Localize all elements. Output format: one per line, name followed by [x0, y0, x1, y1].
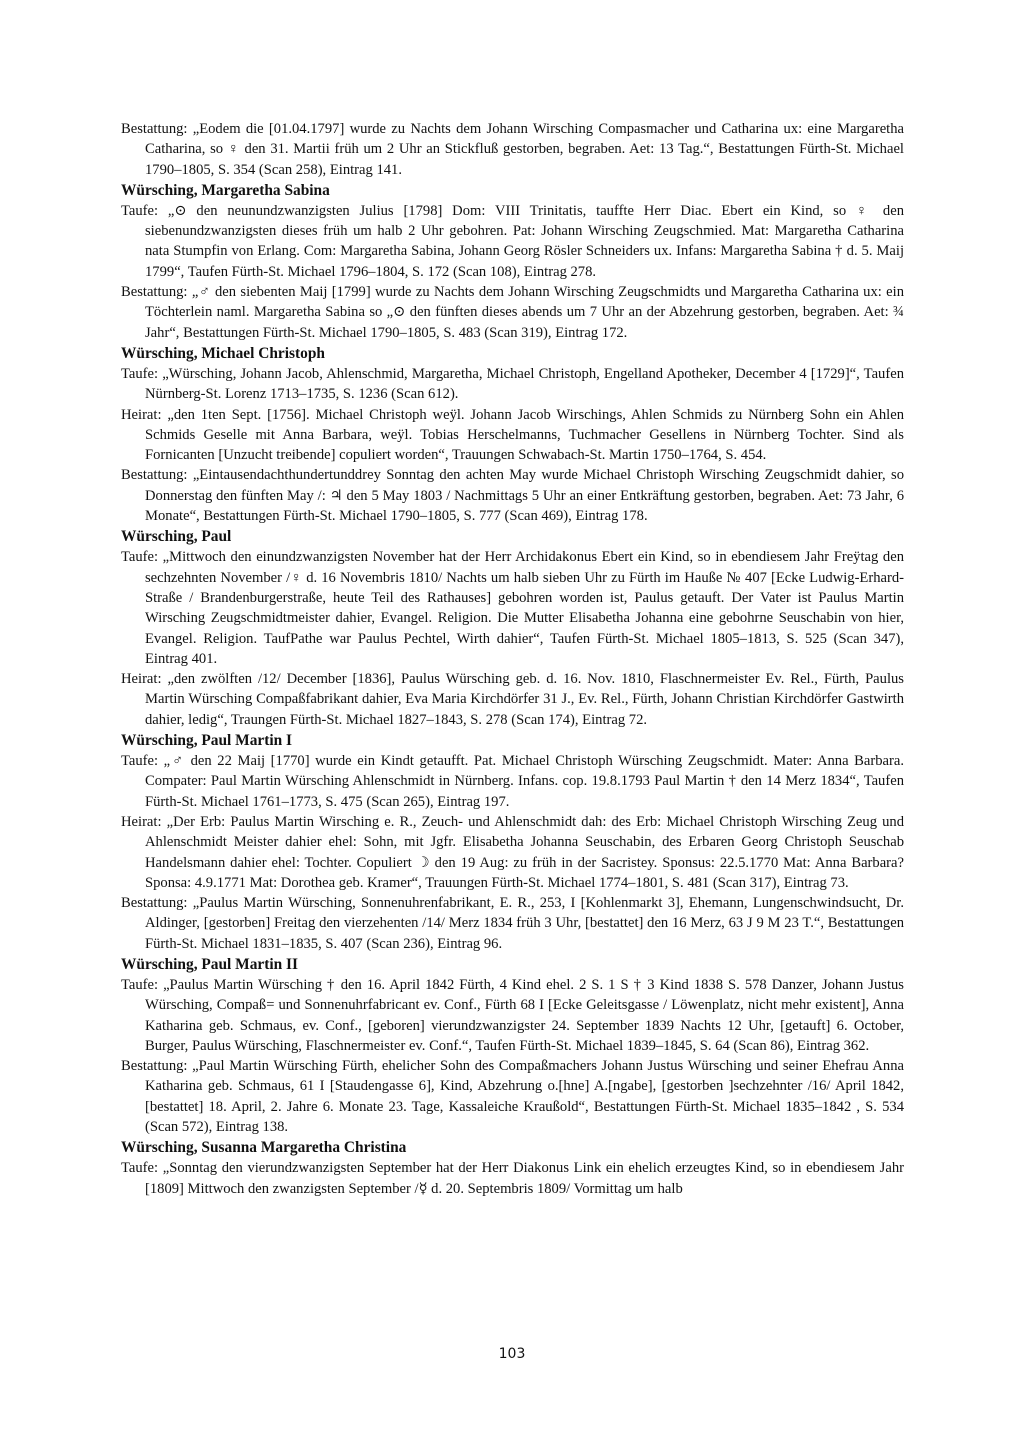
record-entry: Bestattung: „♂ den siebenten Maij [1799] wurde zu Nachts dem Johann Wirsching Zeugschmidts und Margaretha Catharina ux: ein Töchterlein naml. Margaretha Sabina so „⊙ den fünften dieses abends um 7 Uhr an der Abzehrung gestorben, begraben. Aet: ¾ Jahr“, Bestattungen Fürth-St. Michael 1790–1805, S. 483 (Scan 319), Eintrag 172. [121, 284, 904, 341]
person-heading: Würsching, Susanna Margaretha Christina [121, 1139, 407, 1157]
record-entry: Heirat: „Der Erb: Paulus Martin Wirsching e. R., Zeuch- und Ahlenschmidt dah: des Erb: Michael Christoph Wirsching Zeug und Ahlenschmidt Meister dahier ehel: Sohn, mit Jgfr. Elisabetha Johanna Seuschabin, des Erbaren Georg Christoph Seuschab Handelsmann dahier ehel: Tochter. Copuliert ☽ den 19 Aug: zu früh in der Sacristey. Sponsus: 22.5.1770 Mat: Anna Barbara? Sponsa: 4.9.1771 Mat: Dorothea geb. Kramer“, Trauungen Fürth-St. Michael 1774–1801, S. 481 (Scan 317), Eintrag 73. [121, 813, 904, 891]
record-entry: Taufe: „Würsching, Johann Jacob, Ahlenschmid, Margaretha, Michael Christoph, Engelland Apotheker, December 4 [1729]“, Taufen Nürnberg-St. Lorenz 1713–1735, S. 1236 (Scan 612). [121, 365, 904, 403]
record-entry: Bestattung: „Paulus Martin Würsching, Sonnenuhrenfabrikant, E. R., 253, I [Kohlenmarkt 3], Ehemann, Lungenschwindsucht, Dr. Aldinger, [gestorben] Freitag den vierzehenten /14/ Merz 1834 früh 3 Uhr, [bestattet] den 16 Merz, 63 J 9 M 23 T.“, Bestattungen Fürth-St. Michael 1831–1835, S. 407 (Scan 236), Eintrag 96. [121, 895, 904, 952]
document-body [121, 119, 904, 1199]
record-entry: Taufe: „♂ den 22 Maij [1770] wurde ein Kindt getaufft. Pat. Michael Christoph Würsching Zeugschmidt. Mater: Anna Barbara. Compater: Paul Martin Würsching Ahlenschmidt in Nürnberg. Infans. cop. 19.8.1793 Paul Martin † den 14 Merz 1834“, Taufen Fürth-St. Michael 1761–1773, S. 475 (Scan 265), Eintrag 197. [121, 753, 904, 810]
person-heading: Würsching, Michael Christoph [121, 344, 325, 362]
record-entry: Taufe: „Paulus Martin Würsching † den 16. April 1842 Fürth, 4 Kind ehel. 2 S. 1 S † 3 Kind 1838 S. 578 Danzer, Johann Justus Würsching, Compaß= und Sonnenuhrfabricant ev. Conf., Fürth 68 I [Ecke Geleitsgasse / Löwenplatz, nicht mehr existent], Anna Katharina geb. Schmaus, ev. Conf., [geboren] vierundzwanzigster 24. September 1839 Nachts 12 Uhr, [getauft] 6. October, Burger, Paulus Würsching, Flaschnermeister ev. Conf.“, Taufen Fürth-St. Michael 1839–1845, S. 64 (Scan 86), Eintrag 362. [121, 976, 904, 1054]
record-entry: Heirat: „den 1ten Sept. [1756]. Michael Christoph weÿl. Johann Jacob Wirschings, Ahlen Schmids zu Nürnberg Sohn ein Ahlen Schmids Geselle mit Anna Barbara, weÿl. Tobias Herschelmanns, Tuchmacher Gesellens in Nürnberg Tochter. Sind als Fornicanten [Unzucht treibende] copuliert worden“, Trauungen Schwabach-St. Martin 1750–1764, S. 454. [121, 406, 904, 464]
page-number: 103 [498, 1346, 526, 1362]
record-entry: Taufe: „Sonntag den vierundzwanzigsten September hat der Herr Diakonus Link ein ehelich erzeugtes Kind, so in ebendiesem Jahr [1809] Mittwoch den zwanzigsten September /☿ d. 20. Septembris 1809/ Vormittag um halb [121, 1160, 904, 1197]
person-heading: Würsching, Paul [121, 528, 232, 546]
record-entry: Taufe: „⊙ den neunundzwanzigsten Julius [1798] Dom: VIII Trinitatis, tauffte Herr Diac. Ebert ein Kind, so ♀ den siebenundzwanzigsten dieses früh um halb 2 Uhr gebohren. Pat: Johann Wirsching Zeugschmied. Mat: Margaretha Catharina nata Stumpfin von Erlang. Com: Margaretha Sabina, Johann Georg Rösler Schneiders ux. Infans: Margaretha Sabina † d. 5. Maij 1799“, Taufen Fürth-St. Michael 1796–1804, S. 172 (Scan 108), Eintrag 278. [121, 202, 904, 280]
record-entry: Bestattung: „Eodem die [01.04.1797] wurde zu Nachts dem Johann Wirsching Compasmacher und Catharina ux: eine Margaretha Catharina, so ♀ den 31. Martii früh um 2 Uhr an Stickfluß gestorben, begraben. Aet: 13 Tag.“, Bestattungen Fürth-St. Michael 1790–1805, S. 354 (Scan 258), Eintrag 141. [121, 121, 904, 178]
record-entry: Heirat: „den zwölften /12/ December [1836], Paulus Würsching geb. d. 16. Nov. 1810, Flaschnermeister Ev. Rel., Fürth, Paulus Martin Würsching Compaßfabrikant dahier, Eva Maria Kirchdörfer 31 J., Ev. Rel., Fürth, Johann Christian Kirchdörfer Gastwirth dahier, ledig“, Traungen Fürth-St. Michael 1827–1843, S. 278 (Scan 174), Eintrag 72. [121, 671, 904, 728]
person-heading: Würsching, Margaretha Sabina [121, 181, 330, 199]
person-heading: Würsching, Paul Martin I [121, 732, 293, 750]
record-entry: Bestattung: „Eintausendachthundertunddrey Sonntag den achten May wurde Michael Christoph Wirsching Zeugschmidt dahier, so Donnerstag den fünften May /: ♃ den 5 May 1803 / Nachmittags 5 Uhr an einer Entkräftung gestorben, begraben. Aet: 73 Jahr, 6 Monate“, Bestattungen Fürth-St. Michael 1790–1805, S. 777 (Scan 469), Eintrag 178. [121, 467, 904, 525]
record-entry: Bestattung: „Paul Martin Würsching Fürth, ehelicher Sohn des Compaßmachers Johann Justus Würsching und seiner Ehefrau Anna Katharina geb. Schmaus, 61 I [Staudengasse 6], Kind, Abzehrung o.[hne] A.[ngabe], [gestorben ]sechzehnter /16/ April 1842, [bestattet] 18. April, 2. Jahre 6. Monate 23. Tage, Kassaleiche Kraußold“, Bestattungen Fürth-St. Michael 1835–1842 , S. 534 (Scan 572), Eintrag 138. [121, 1058, 904, 1136]
record-entry: Taufe: „Mittwoch den einundzwanzigsten November hat der Herr Archidakonus Ebert ein Kind, so in ebendiesem Jahr Freÿtag den sechzehnten November /♀ d. 16 Novembris 1810/ Nachts um halb sieben Uhr zu Fürth im Hauße № 407 [Ecke Ludwig-Erhard-Straße / Brandenburgerstraße, heute Teil des Rathauses] gebohren worden ist, Paulus getauft. Der Vater ist Paulus Martin Wirsching Zeugschmidtmeister dahier, Evangel. Religion. Die Mutter Elisabetha Johanna eine gebohrne Seuschabin von hier, Evangel. Religion. TaufPathe war Paulus Pechtel, Wirth dahier“, Taufen Fürth-St. Michael 1805–1813, S. 525 (Scan 347), Eintrag 401. [121, 549, 904, 667]
person-heading: Würsching, Paul Martin II [121, 955, 299, 973]
